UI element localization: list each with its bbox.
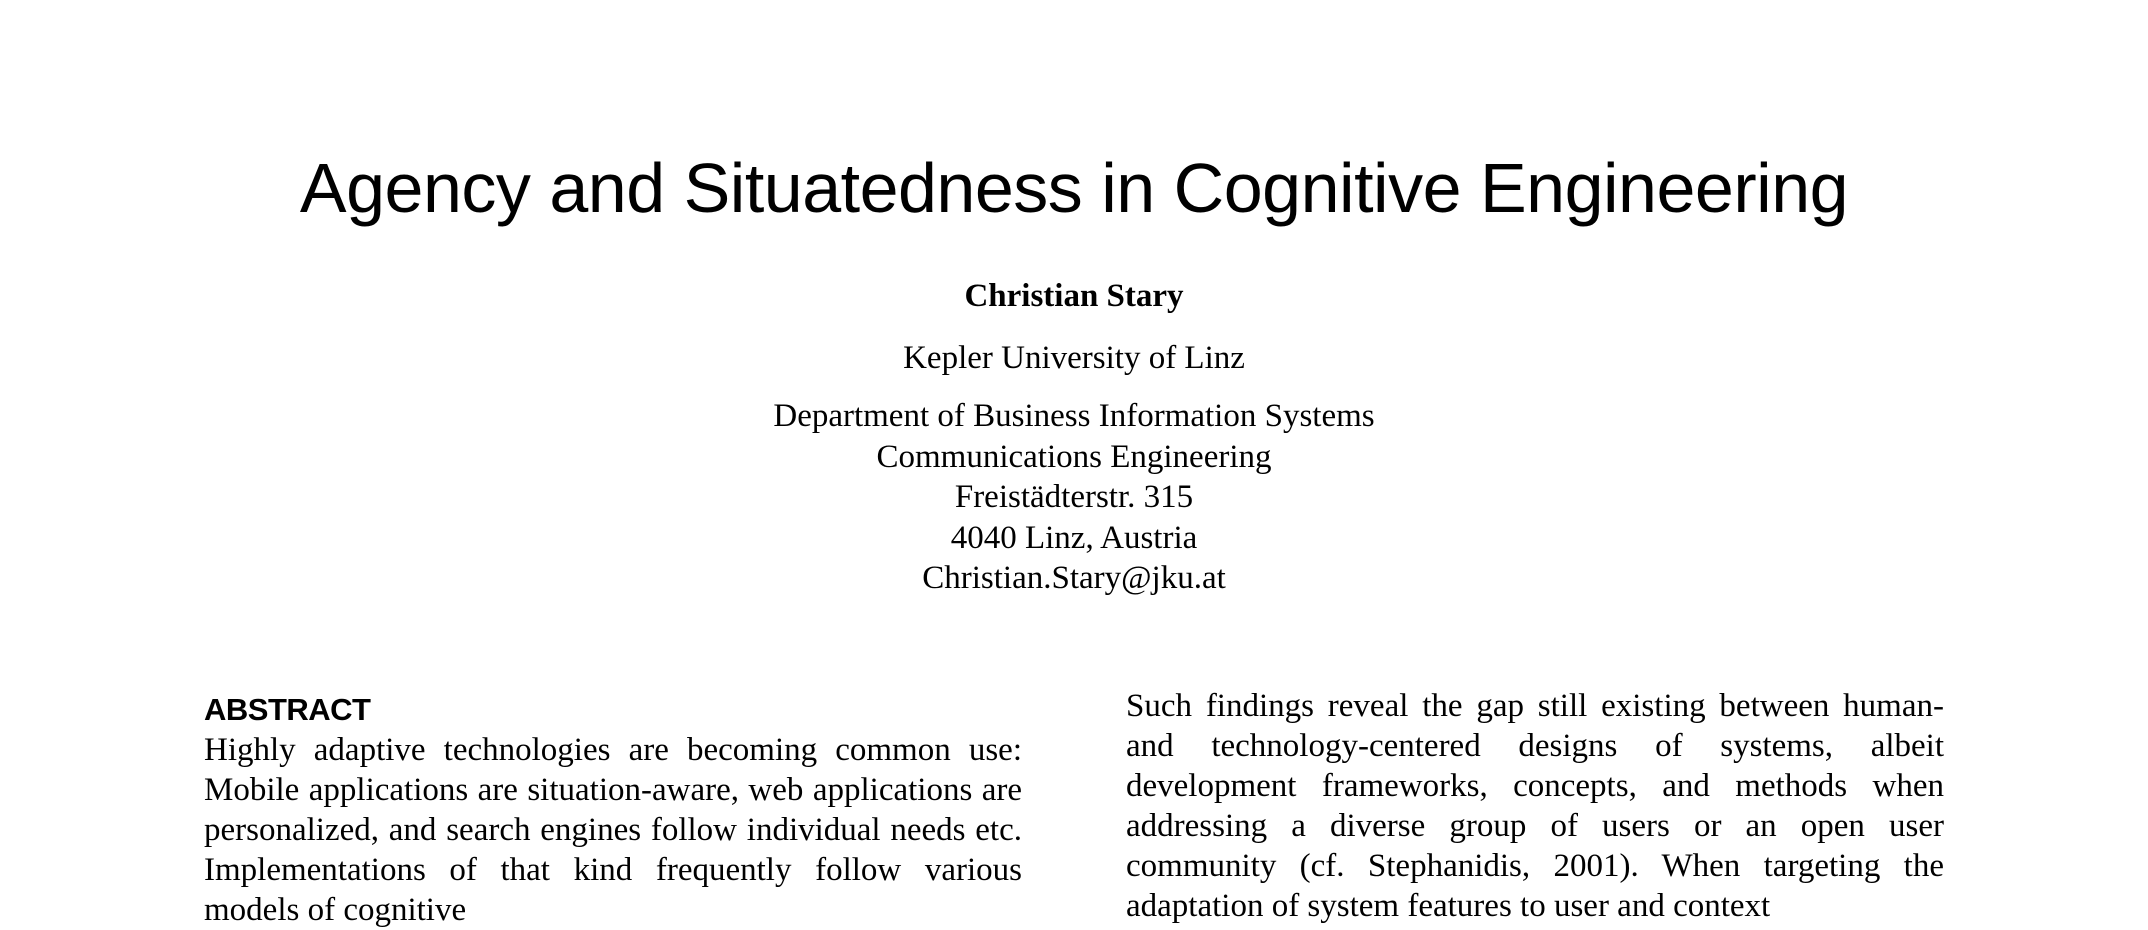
right-column <box>1126 686 1944 926</box>
address-line-street: Freistädterstr. 315 <box>954 479 1194 515</box>
address-line-city: 4040 Linz, Austria <box>950 519 1198 556</box>
abstract-heading: ABSTRACT <box>204 692 371 727</box>
author-affiliation: Kepler University of Linz <box>903 340 1245 376</box>
address-line-department: Department of Business Information Systems <box>773 398 1375 434</box>
left-column <box>204 690 1022 930</box>
author-name: Christian Stary <box>964 278 1184 314</box>
address-line-unit: Communications Engineering <box>876 438 1272 475</box>
abstract-paragraph: Highly adaptive technologies are becoming common use: Mobile applications are situation-aware, web applications are personalized, and search engines follow individual needs etc. Implementations of that kind frequently follow various models of cognitive <box>204 732 1022 928</box>
author-email[interactable]: Christian.Stary@jku.at <box>922 560 1226 596</box>
body-paragraph: Such findings reveal the gap still existing between human- and technology-centered designs of systems, albeit development frameworks, concepts, and methods when addressing a diverse group of users or an open user community (cf. Stephanidis, 2001). When targeting the adaptation of system features to user and context <box>1126 688 1944 924</box>
author-address <box>0 396 2148 599</box>
paper-title: Agency and Situatedness in Cognitive Engineering <box>299 149 1849 227</box>
